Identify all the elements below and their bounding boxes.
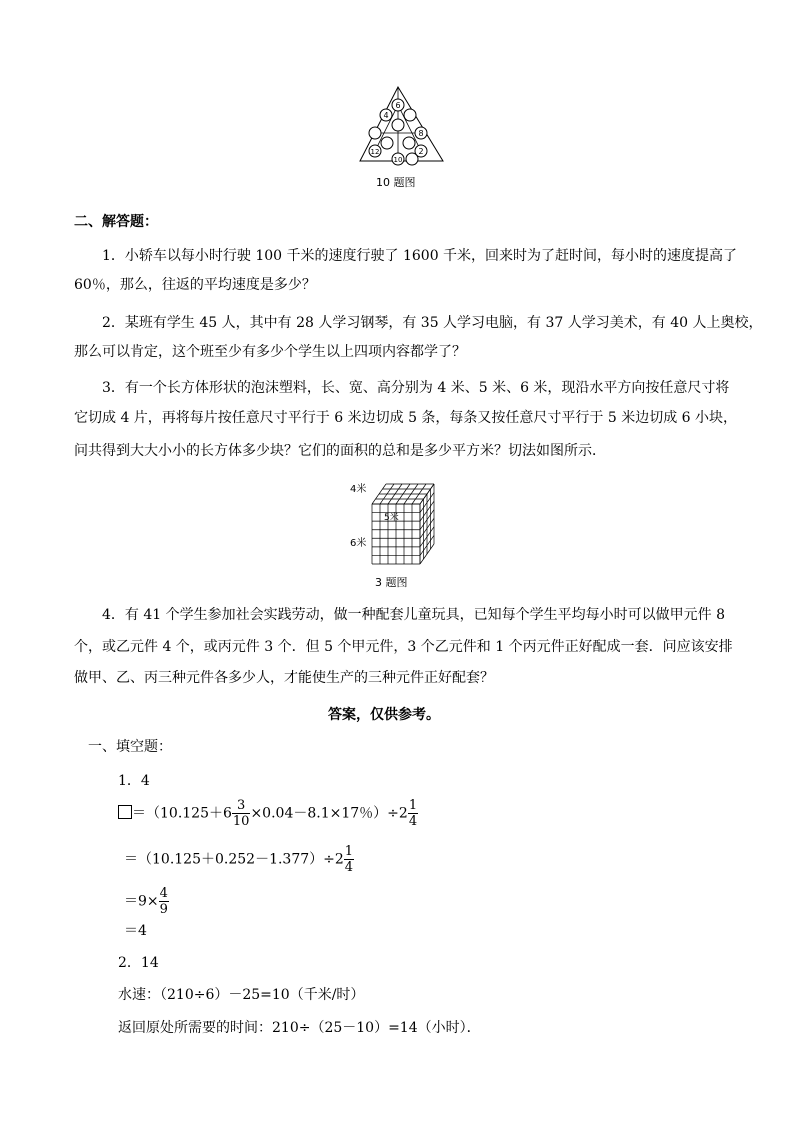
question-2-line-2: 那么可以肯定，这个班至少有多少个学生以上四项内容都学了？ <box>74 344 466 360</box>
answers-title: 答案，仅供参考。 <box>328 707 440 723</box>
answer-2-line-1: 水速：（210÷6）－25=10（千米/时） <box>118 987 365 1003</box>
number-circle-icon <box>381 137 393 149</box>
answer-1-eq-4: ＝4 <box>124 923 147 939</box>
circle-number-label: 8 <box>418 129 424 138</box>
answer-2-line-2: 返回原处所需要的时间：210÷（25－10）=14（小时）． <box>118 1020 481 1036</box>
number-circle-icon <box>406 153 418 165</box>
question-4-line-2: 个，或乙元件 4 个，或丙元件 3 个．但 5 个甲元件，3 个乙元件和 1 个丙元件正好配成一套．问应该安排 <box>74 639 733 655</box>
triangle-figure <box>355 85 445 167</box>
circle-number-label: 4 <box>383 111 389 120</box>
question-4-line-1: 4．有 41 个学生参加社会实践劳动，做一种配套儿童玩具，已知每个学生平均每小时可以做甲元件 8 <box>102 607 725 623</box>
answer-1-eq-1: ＝（10.125＋6 $\frac{3}{10}$ ×0.04－8.1×17％）÷2 $\frac{1}{4}$ <box>118 798 418 829</box>
question-3-line-3: 问共得到大大小小的长方体多少块？它们的面积的总和是多少平方米？切法如图所示． <box>74 443 606 459</box>
label-4m: 4米 <box>350 484 367 495</box>
circle-number-label: 6 <box>395 101 401 110</box>
answers-section-1: 一、填空题： <box>88 739 172 755</box>
answer-1-eq-2: ＝（10.125＋0.252－1.377）÷2 $\frac{1}{4}$ <box>124 844 354 875</box>
cuboid-figure <box>348 476 448 572</box>
answer-1-label: 1．4 <box>118 773 150 789</box>
label-5m: 5米 <box>384 513 399 523</box>
question-3-line-2: 它切成 4 片，再将每片按任意尺寸平行于 6 米边切成 5 条，每条又按任意尺寸平行于 5 米边切成 6 小块， <box>74 410 738 426</box>
answer-1-eq-3: ＝9× $\frac{4}{9}$ <box>124 886 168 917</box>
question-2-line-1: 2．某班有学生 45 人，其中有 28 人学习钢琴，有 35 人学习电脑，有 37 人学习美术，有 40 人上奥校， <box>102 315 763 331</box>
answer-2-label: 2．14 <box>118 955 159 971</box>
number-circle-icon <box>369 127 381 139</box>
question-1-line-2: 60％，那么，往返的平均速度是多少？ <box>74 277 316 293</box>
number-circle-icon <box>392 119 404 131</box>
figure-10-caption: 10 题图 <box>376 176 416 189</box>
section-2-heading: 二、解答题： <box>74 214 158 230</box>
circle-number-label: 2 <box>418 147 424 156</box>
figure-3-caption: 3 题图 <box>375 576 408 589</box>
number-circle-icon <box>403 137 415 149</box>
circle-number-label: 10 <box>393 156 403 164</box>
question-4-line-3: 做甲、乙、丙三种元件各多少人，才能使生产的三种元件正好配套？ <box>74 670 494 686</box>
question-1-line-1: 1．小轿车以每小时行驶 100 千米的速度行驶了 1600 千米，回来时为了赶时间，每小时的速度提高了 <box>102 248 738 264</box>
number-circle-icon <box>404 109 416 121</box>
blank-box-icon <box>118 805 132 819</box>
label-6m: 6米 <box>350 538 367 549</box>
circle-number-label: 12 <box>370 148 380 156</box>
question-3-line-1: 3．有一个长方体形状的泡沫塑料，长、宽、高分别为 4 米、5 米、6 米，现沿水平方向按任意尺寸将 <box>102 380 730 396</box>
